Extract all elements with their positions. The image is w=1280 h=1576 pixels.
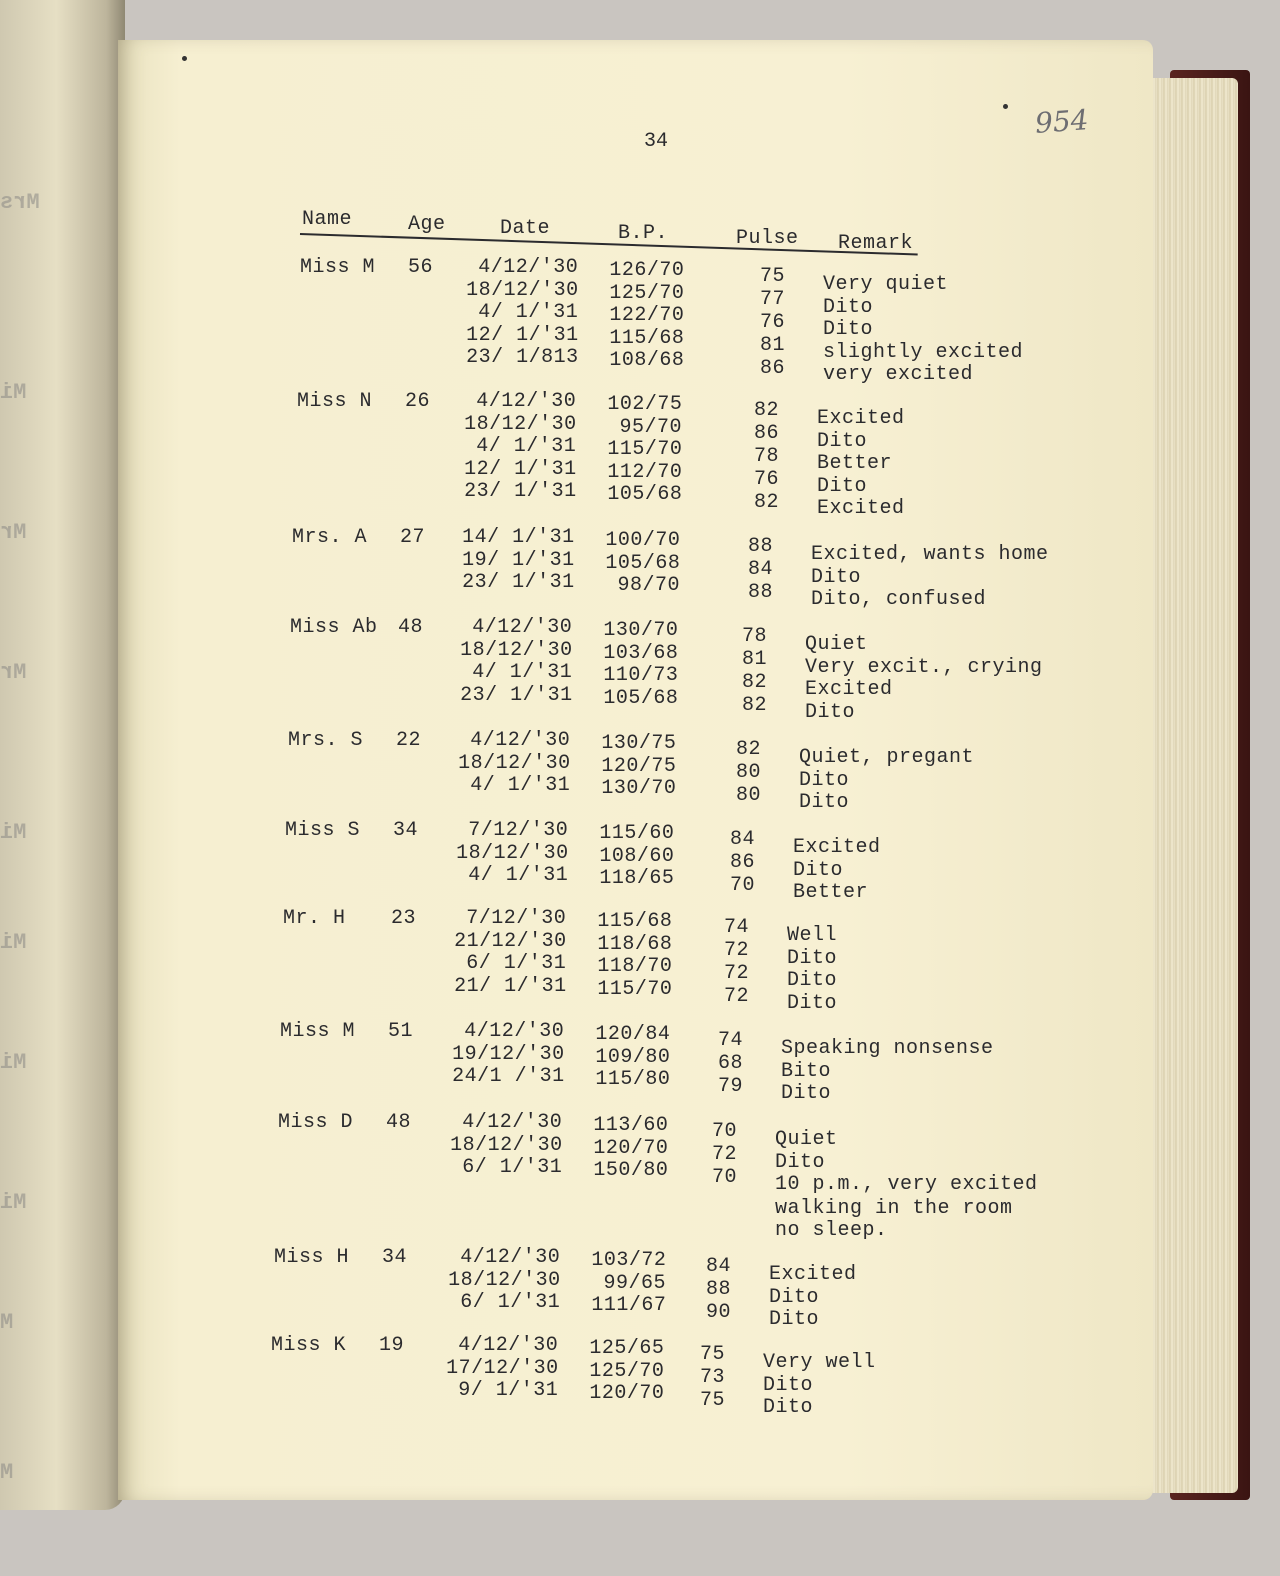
pulse-value: 76 — [754, 467, 780, 491]
remark-text: Excited — [793, 836, 881, 859]
blood-pressure: 99/65 — [603, 1271, 667, 1295]
reading-date: 4/ 1/'31 — [470, 774, 571, 797]
pulse-value: 72 — [724, 938, 750, 962]
blood-pressure: 120/84 — [595, 1023, 671, 1046]
reading-date: 18/12/'30 — [460, 638, 573, 662]
pulse-value: 80 — [736, 760, 762, 784]
reading-date: 9/ 1/'31 — [458, 1379, 559, 1402]
patient-age: 56 — [408, 256, 434, 279]
reading-date: 4/12/'30 — [464, 1020, 565, 1043]
left-page — [0, 0, 125, 1510]
reading-date: 23/ 1/'31 — [462, 571, 575, 594]
reading-date: 4/12/'30 — [472, 616, 573, 639]
blood-pressure: 112/70 — [607, 460, 683, 484]
blood-pressure: 126/70 — [609, 259, 685, 282]
pulse-value: 73 — [700, 1365, 726, 1389]
reading-date: 24/1 /'31 — [452, 1065, 565, 1088]
remark-text: Very excit., crying — [805, 655, 1043, 679]
remark-text: Dito — [823, 318, 874, 341]
remark-text: Bito — [781, 1059, 832, 1083]
reading-date: 6/ 1/'31 — [466, 952, 567, 975]
patient-age: 48 — [386, 1111, 412, 1134]
pulse-value: 88 — [748, 535, 774, 558]
pulse-value: 81 — [742, 647, 768, 671]
column-header: Date — [500, 217, 551, 240]
blood-pressure: 120/75 — [601, 754, 677, 778]
blood-pressure: 108/60 — [599, 844, 675, 868]
pulse-value: 75 — [760, 265, 786, 288]
patient-name: Miss M — [280, 1020, 356, 1043]
patient-age: 26 — [405, 390, 431, 413]
pulse-value: 74 — [724, 916, 750, 939]
patient-age: 34 — [382, 1246, 408, 1269]
remark-text: Dito — [763, 1373, 814, 1397]
remark-text: Dito — [811, 565, 862, 589]
reading-date: 23/ 1/813 — [466, 346, 579, 369]
pulse-value: 77 — [760, 287, 786, 311]
reading-date: 23/ 1/'31 — [464, 480, 577, 503]
reading-date: 12/ 1/'31 — [466, 323, 579, 347]
remark-text: Dito — [787, 991, 838, 1015]
blood-pressure: 125/65 — [589, 1337, 665, 1360]
remark-text: Dito — [805, 700, 856, 724]
pulse-value: 88 — [748, 580, 774, 604]
reading-date: 4/ 1/'31 — [468, 864, 569, 887]
bleed-through-text: Mi — [0, 820, 27, 845]
blood-pressure: 130/70 — [603, 619, 679, 642]
remark-text: Excited — [769, 1263, 857, 1286]
patient-age: 22 — [396, 729, 422, 752]
reading-date: 12/ 1/'31 — [464, 457, 577, 481]
remark-text: Well — [787, 924, 838, 947]
remark-text: no sleep. — [775, 1219, 888, 1242]
remark-text: Better — [817, 452, 893, 475]
reading-date: 18/12/'30 — [464, 412, 577, 436]
pulse-value: 75 — [700, 1388, 726, 1412]
reading-date: 4/12/'30 — [458, 1334, 559, 1357]
patient-name: Miss N — [297, 390, 373, 413]
punch-dot — [1003, 104, 1008, 109]
blood-pressure: 115/60 — [599, 822, 675, 845]
column-header: Pulse — [736, 227, 799, 250]
blood-pressure: 109/80 — [595, 1045, 671, 1069]
pulse-value: 68 — [718, 1051, 744, 1075]
remark-text: Dito, confused — [811, 588, 987, 611]
patient-name: Miss H — [274, 1246, 350, 1269]
blood-pressure: 103/72 — [591, 1249, 667, 1272]
remark-text: Dito — [763, 1396, 814, 1419]
reading-date: 21/12/'30 — [454, 929, 567, 953]
remark-text: Quiet — [805, 633, 868, 656]
pulse-value: 88 — [706, 1277, 732, 1301]
blood-pressure: 118/68 — [597, 932, 673, 956]
bleed-through-text: M — [0, 1460, 14, 1485]
blood-pressure: 122/70 — [609, 304, 685, 327]
blood-pressure: 130/75 — [601, 732, 677, 755]
remark-text: Dito — [769, 1285, 820, 1309]
patient-age: 48 — [398, 616, 424, 639]
bleed-through-text: M — [0, 1310, 14, 1335]
blood-pressure: 105/68 — [603, 686, 679, 710]
reading-date: 18/12/'30 — [456, 841, 569, 865]
pulse-value: 80 — [736, 783, 762, 807]
pulse-value: 86 — [760, 356, 786, 380]
blood-pressure: 102/75 — [607, 393, 683, 416]
remark-text: Dito — [799, 768, 850, 792]
reading-date: 18/12/'30 — [466, 278, 579, 302]
column-header: Name — [302, 208, 353, 231]
patient-name: Miss Ab — [290, 616, 378, 639]
blood-pressure: 110/73 — [603, 664, 679, 687]
pulse-value: 82 — [736, 738, 762, 761]
patient-name: Mrs. A — [292, 526, 368, 549]
blood-pressure: 105/68 — [605, 551, 681, 575]
blood-pressure: 98/70 — [617, 574, 681, 597]
patient-age: 27 — [400, 526, 426, 549]
pulse-value: 72 — [724, 961, 750, 985]
bleed-through-text: Mr — [0, 520, 27, 545]
blood-pressure: 115/70 — [607, 438, 683, 461]
column-header: Age — [408, 213, 446, 236]
patient-name: Miss S — [285, 819, 361, 842]
pulse-value: 86 — [754, 421, 780, 445]
pulse-value: 70 — [730, 873, 756, 897]
blood-pressure: 103/68 — [603, 641, 679, 665]
blood-pressure: 115/68 — [609, 326, 685, 350]
pulse-value: 74 — [718, 1029, 744, 1052]
pulse-value: 82 — [754, 490, 780, 514]
pulse-value: 82 — [742, 670, 768, 694]
blood-pressure: 115/68 — [597, 910, 673, 933]
blood-pressure: 105/68 — [607, 483, 683, 506]
reading-date: 19/12/'30 — [452, 1042, 565, 1066]
pulse-value: 76 — [760, 310, 786, 334]
remark-text: Speaking nonsense — [781, 1037, 994, 1060]
pulse-value: 90 — [706, 1300, 732, 1324]
bleed-through-text: Mr — [0, 660, 27, 685]
reading-date: 4/12/'30 — [460, 1246, 561, 1269]
reading-date: 4/12/'30 — [470, 729, 571, 752]
remark-text: Dito — [817, 474, 868, 498]
remark-text: Dito — [793, 858, 844, 882]
patient-age: 23 — [391, 907, 417, 930]
pulse-value: 75 — [700, 1343, 726, 1366]
pulse-value: 79 — [718, 1074, 744, 1098]
reading-date: 19/ 1/'31 — [462, 548, 575, 572]
reading-date: 23/ 1/'31 — [460, 683, 573, 707]
blood-pressure: 125/70 — [609, 281, 685, 305]
patient-age: 51 — [388, 1020, 414, 1043]
reading-date: 4/12/'30 — [476, 390, 577, 413]
column-header: Remark — [838, 232, 914, 255]
punch-dot — [182, 56, 187, 61]
blood-pressure: 113/60 — [593, 1114, 669, 1137]
pulse-value: 78 — [742, 625, 768, 648]
pulse-value: 84 — [730, 828, 756, 851]
remark-text: Excited — [805, 678, 893, 701]
pulse-value: 84 — [706, 1255, 732, 1278]
patient-name: Mr. H — [283, 907, 346, 930]
reading-date: 18/12/'30 — [450, 1133, 563, 1157]
remark-text: 10 p.m., very excited — [775, 1173, 1038, 1196]
remark-text: Very quiet — [823, 273, 949, 296]
patient-name: Mrs. S — [288, 729, 364, 752]
blood-pressure: 100/70 — [605, 529, 681, 552]
pulse-value: 72 — [712, 1142, 738, 1166]
patient-name: Miss D — [278, 1111, 354, 1134]
reading-date: 7/12/'30 — [468, 819, 569, 842]
patient-age: 19 — [379, 1334, 405, 1357]
pulse-value: 70 — [712, 1165, 738, 1189]
blood-pressure: 130/70 — [601, 777, 677, 800]
bleed-through-text: Mrs — [0, 190, 40, 215]
remark-text: Dito — [823, 295, 874, 319]
reading-date: 6/ 1/'31 — [462, 1156, 563, 1179]
blood-pressure: 120/70 — [589, 1382, 665, 1405]
pulse-value: 72 — [724, 984, 750, 1008]
remark-text: Dito — [775, 1150, 826, 1174]
blood-pressure: 118/70 — [597, 955, 673, 978]
page-number: 34 — [644, 130, 669, 153]
blood-pressure: 118/65 — [599, 867, 675, 890]
patient-name: Miss M — [300, 256, 376, 279]
remark-text: Quiet — [775, 1128, 838, 1151]
bleed-through-text: Mi — [0, 380, 27, 405]
pulse-value: 70 — [712, 1120, 738, 1143]
folio-number: 954 — [1033, 103, 1090, 140]
bleed-through-text: Mi — [0, 1050, 27, 1075]
remark-text: Dito — [769, 1308, 820, 1331]
blood-pressure: 95/70 — [619, 415, 683, 439]
remark-text: slightly excited — [823, 340, 1024, 364]
reading-date: 4/12/'30 — [462, 1111, 563, 1134]
remark-text: Dito — [787, 969, 838, 992]
remark-text: Dito — [787, 946, 838, 970]
reading-date: 7/12/'30 — [466, 907, 567, 930]
blood-pressure: 120/70 — [593, 1136, 669, 1160]
patient-age: 34 — [393, 819, 419, 842]
bleed-through-text: Mi — [0, 930, 27, 955]
reading-date: 18/12/'30 — [458, 751, 571, 775]
reading-date: 17/12/'30 — [446, 1356, 559, 1380]
remark-text: Dito — [781, 1082, 832, 1105]
remark-text: Excited — [817, 407, 905, 430]
remark-text: Very well — [763, 1351, 876, 1374]
remark-text: very excited — [823, 363, 974, 386]
reading-date: 6/ 1/'31 — [460, 1291, 561, 1314]
remark-text: Dito — [817, 429, 868, 453]
reading-date: 4/ 1/'31 — [472, 661, 573, 684]
remark-text: Quiet, pregant — [799, 746, 975, 769]
pulse-value: 81 — [760, 333, 786, 357]
reading-date: 21/ 1/'31 — [454, 974, 567, 998]
remark-text: walking in the room — [775, 1196, 1013, 1220]
remark-text: Dito — [799, 791, 850, 814]
blood-pressure: 115/70 — [597, 977, 673, 1001]
remark-text: Excited — [817, 497, 905, 520]
patient-name: Miss K — [271, 1334, 347, 1357]
blood-pressure: 115/80 — [595, 1068, 671, 1091]
reading-date: 18/12/'30 — [448, 1268, 561, 1292]
column-header: B.P. — [618, 222, 669, 245]
pulse-value: 82 — [754, 399, 780, 422]
blood-pressure: 108/68 — [609, 349, 685, 372]
reading-date: 4/ 1/'31 — [478, 301, 579, 324]
pulse-value: 78 — [754, 444, 780, 468]
bleed-through-text: Mi — [0, 1190, 27, 1215]
remark-text: Excited, wants home — [811, 543, 1049, 566]
reading-date: 4/12/'30 — [478, 256, 579, 279]
reading-date: 4/ 1/'31 — [476, 435, 577, 458]
remark-text: Better — [793, 881, 869, 904]
reading-date: 14/ 1/'31 — [462, 526, 575, 549]
pulse-value: 86 — [730, 850, 756, 874]
blood-pressure: 111/67 — [591, 1294, 667, 1317]
blood-pressure: 125/70 — [589, 1359, 665, 1383]
pulse-value: 84 — [748, 557, 774, 581]
blood-pressure: 150/80 — [593, 1159, 669, 1182]
pulse-value: 82 — [742, 693, 768, 717]
